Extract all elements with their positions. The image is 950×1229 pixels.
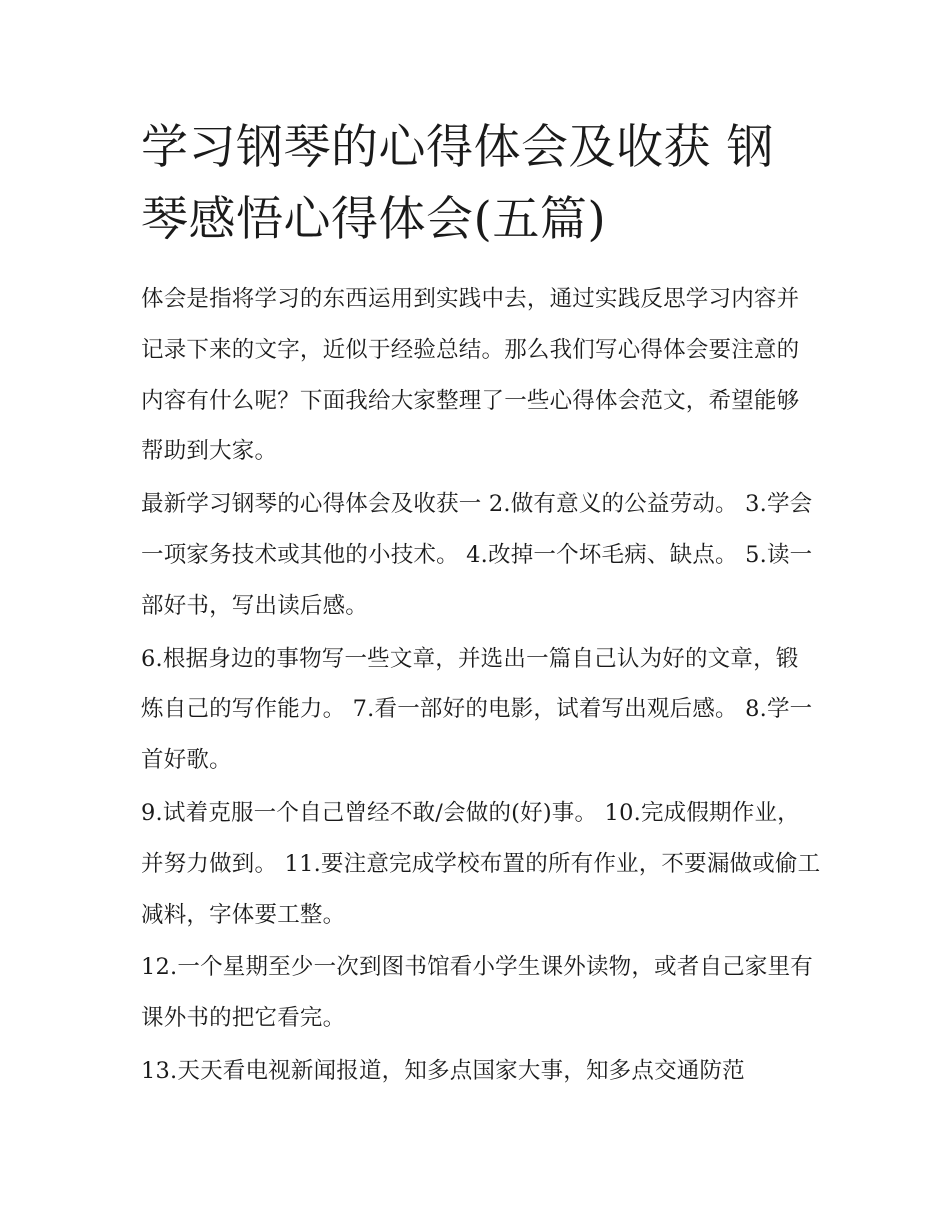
paragraph-intro: 体会是指将学习的东西运用到实践中去，通过实践反思学习内容并记录下来的文字，近似于经验总结。那么我们写心得体会要注意的内容有什么呢？下面我给大家整理了一些心得体会范文，希望能够帮助到大家。 bbox=[141, 286, 800, 465]
document-body bbox=[141, 112, 821, 1099]
paragraph-item-9-11: 9.试着克服一个自己曾经不敢/会做的(好)事。 10.完成假期作业，并努力做到。 11.要注意完成学校布置的所有作业，不要漏做或偷工减料，字体要工整。 bbox=[141, 799, 821, 928]
paragraph-item-13: 13.天天看电视新闻报道，知多点国家大事，知多点交通防范 bbox=[141, 1057, 745, 1084]
paragraph-item-12: 12.一个星期至少一次到图书馆看小学生课外读物，或者自己家里有课外书的把它看完。 bbox=[141, 954, 813, 1032]
document-title: 学习钢琴的心得体会及收获 钢琴感悟心得体会(五篇) bbox=[141, 120, 774, 247]
paragraph-item-2-5: 最新学习钢琴的心得体会及收获一 2.做有意义的公益劳动。 3.学会一项家务技术或其他的小技术。 4.改掉一个坏毛病、缺点。 5.读一部好书，写出读后感。 bbox=[141, 491, 813, 619]
paragraph-item-6-8: 6.根据身边的事物写一些文章，并选出一篇自己认为好的文章，锻炼自己的写作能力。 7.看一部好的电影，试着写出观后感。 8.学一首好歌。 bbox=[141, 645, 813, 774]
